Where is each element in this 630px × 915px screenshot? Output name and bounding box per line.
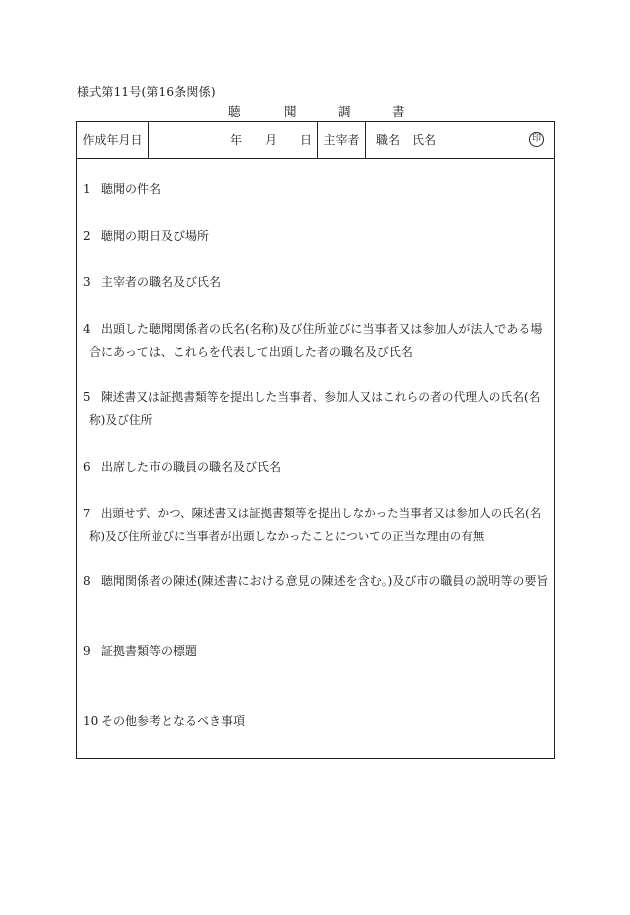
- item-9: [83, 640, 197, 663]
- title-char-1: 聴: [228, 104, 241, 119]
- item-number: 7: [83, 506, 91, 520]
- form-number: 様式第11号(第16条関係): [77, 85, 216, 99]
- item-text: 出頭せず、かつ、陳述書又は証拠書類等を提出しなかった当事者又は参加人の氏名(名: [101, 506, 542, 520]
- item-text-continued: 称)及び住所並びに当事者が出頭しなかったことについての正当な理由の有無: [89, 529, 485, 543]
- item-text-continued: 称)及び住所: [89, 413, 153, 427]
- month-label: 月: [265, 133, 278, 147]
- item-text: 聴聞の期日及び場所: [101, 229, 210, 243]
- item-text: 聴聞関係者の陳述(陳述書における意見の陳述を含む。)及び市の職員の説明等の要旨: [101, 574, 549, 588]
- item-text: 証拠書類等の標題: [101, 644, 198, 658]
- item-2: [83, 225, 209, 248]
- item-10: [83, 710, 245, 733]
- hearing-record-form: [76, 121, 555, 759]
- item-number: 5: [83, 390, 91, 404]
- item-number: 3: [83, 275, 91, 289]
- item-text: 出席した市の職員の職名及び氏名: [101, 460, 282, 474]
- item-text-continued: 合にあっては、これらを代表して出頭した者の職名及び氏名: [89, 345, 413, 359]
- item-number: 6: [83, 460, 91, 474]
- item-number: 1: [83, 182, 91, 196]
- item-text: その他参考となるべき事項: [101, 714, 246, 728]
- chair-label: 主宰者: [317, 122, 366, 158]
- item-number: 2: [83, 229, 91, 243]
- item-3: [83, 271, 221, 294]
- item-number: 10: [83, 714, 99, 728]
- creation-date-label: 作成年月日: [77, 122, 149, 158]
- header-row: [77, 122, 554, 159]
- title-char-4: 書: [392, 104, 405, 119]
- document-title: [0, 102, 630, 118]
- item-7: [83, 502, 541, 548]
- year-label: 年: [230, 133, 243, 147]
- item-text: 聴聞の件名: [101, 182, 162, 196]
- item-number: 8: [83, 574, 91, 588]
- item-text: 出頭した聴聞関係者の氏名(名称)及び住所並びに当事者又は参加人が法人である場: [101, 322, 543, 336]
- item-number: 9: [83, 644, 91, 658]
- item-8: [83, 570, 548, 593]
- seal-icon: 印: [529, 132, 544, 147]
- item-text: 主宰者の職名及び氏名: [101, 275, 222, 289]
- title-name-field: 職名 氏名: [376, 133, 437, 147]
- day-label: 日: [300, 133, 313, 147]
- title-char-3: 調: [338, 104, 351, 119]
- item-1: [83, 178, 161, 201]
- item-6: [83, 456, 281, 479]
- item-text: 陳述書又は証拠書類等を提出した当事者、参加人又はこれらの者の代理人の氏名(名: [101, 390, 541, 404]
- title-char-2: 聞: [284, 104, 297, 119]
- item-5: [83, 386, 540, 432]
- item-number: 4: [83, 322, 91, 336]
- item-4: [83, 318, 542, 364]
